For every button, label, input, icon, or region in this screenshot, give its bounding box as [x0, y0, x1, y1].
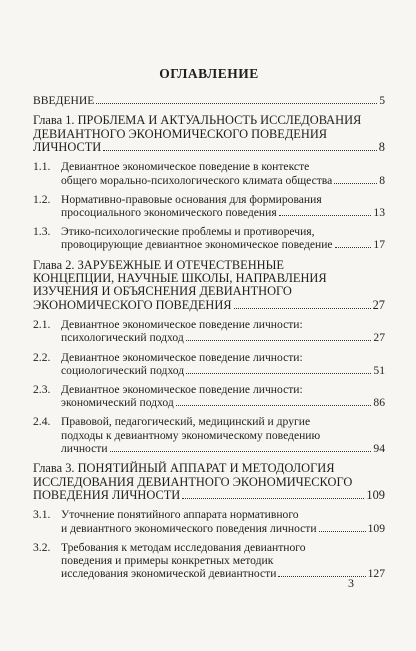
dot-leader [319, 531, 366, 532]
chapter-title-last-line [33, 141, 385, 154]
section-title-line: Девиантное экономическое поведение личности: [61, 383, 303, 397]
section-title-end: провоцирующие девиантное экономическое поведение [61, 238, 333, 252]
chapter-title-line: ИЗУЧЕНИЯ И ОБЪЯСНЕНИЯ ДЕВИАНТНОГО [33, 284, 292, 299]
section-wrapper [33, 225, 385, 251]
section-title-line: Этико-психологические проблемы и противоречия, [61, 225, 315, 239]
section-title-last-line [61, 396, 385, 409]
toc-section[interactable] [33, 160, 385, 186]
section-body [61, 193, 385, 219]
chapter-title-line: Глава 1. ПРОБЛЕМА И АКТУАЛЬНОСТЬ ИССЛЕДОВАНИЯ [33, 113, 362, 128]
section-title-end: и девиантного экономического поведения личности [61, 521, 317, 535]
toc-page-number: 109 [367, 521, 385, 535]
dot-leader [110, 451, 372, 452]
section-wrapper [33, 160, 385, 186]
page-number: 3 [348, 576, 354, 590]
toc-section[interactable] [33, 415, 385, 455]
chapter-title-end: ПОВЕДЕНИЯ ЛИЧНОСТИ [33, 487, 181, 502]
section-number: 2.1. [33, 318, 51, 332]
section-title-line: Девиантное экономическое поведение в контексте [61, 160, 310, 174]
section-body [61, 415, 385, 455]
toc-page-number: 8 [379, 173, 385, 187]
section-title-end: просоциального экономического поведения [61, 206, 277, 220]
section-body [61, 541, 385, 581]
toc-intro-label: ВВЕДЕНИЕ [33, 94, 95, 107]
section-number: 3.2. [33, 540, 51, 554]
section-title-end: социологический подход [61, 363, 185, 377]
chapter-title-last-line [33, 489, 385, 502]
section-title-last-line [61, 238, 385, 251]
section-number: 2.2. [33, 350, 51, 364]
section-title-line: Уточнение понятийного аппарата нормативного [61, 508, 299, 522]
chapter-title-end: ЭКОНОМИЧЕСКОГО ПОВЕДЕНИЯ [33, 297, 232, 312]
chapter-title-line: КОНЦЕПЦИИ, НАУЧНЫЕ ШКОЛЫ, НАПРАВЛЕНИЯ [33, 271, 327, 286]
toc-page-number: 13 [373, 206, 385, 220]
section-title-last-line [61, 364, 385, 377]
section-number: 2.3. [33, 383, 51, 397]
dot-leader [335, 247, 372, 248]
section-title-last-line [61, 522, 385, 535]
section-title-end: личности [61, 441, 108, 455]
chapter-title-line: ИССЛЕДОВАНИЯ ДЕВИАНТНОГО ЭКОНОМИЧЕСКОГО [33, 474, 353, 489]
toc-page-number: 51 [373, 363, 385, 377]
dot-leader [234, 308, 371, 309]
section-title-line: Нормативно-правовые основания для формирования [61, 192, 322, 206]
section-wrapper [33, 351, 385, 377]
section-title-end: исследования экономической девиантности [61, 567, 277, 581]
chapter-title-line: Глава 2. ЗАРУБЕЖНЫЕ И ОТЕЧЕСТВЕННЫЕ [33, 257, 284, 272]
dot-leader [186, 373, 371, 374]
section-number: 1.1. [33, 160, 51, 174]
toc-section[interactable] [33, 351, 385, 377]
dot-leader [182, 498, 364, 499]
section-number: 1.3. [33, 225, 51, 239]
toc-section[interactable] [33, 193, 385, 219]
section-title-line: Правовой, педагогический, медицинский и другие [61, 415, 311, 429]
toc-page-number: 8 [378, 140, 385, 155]
section-title-line: подходы к девиантному экономическому поведению [61, 428, 321, 442]
section-title-end: общего морально-психологического климата общества [61, 173, 333, 187]
section-body [61, 225, 385, 251]
page-title: ОГЛАВЛЕНИЕ [159, 66, 259, 81]
section-title-end: психологический подход [61, 331, 184, 345]
toc-page-number: 127 [367, 567, 385, 581]
section-title-last-line [61, 442, 385, 455]
toc-page-number: 27 [372, 297, 385, 312]
chapter-title-end: ЛИЧНОСТИ [33, 140, 102, 155]
section-number: 3.1. [33, 508, 51, 522]
section-wrapper [33, 318, 385, 344]
toc-section[interactable] [33, 383, 385, 409]
section-number: 1.2. [33, 192, 51, 206]
toc-chapter[interactable] [33, 114, 385, 154]
section-wrapper [33, 508, 385, 534]
toc-section[interactable] [33, 225, 385, 251]
dot-leader [186, 340, 372, 341]
chapter-title-line: ДЕВИАНТНОГО ЭКОНОМИЧЕСКОГО ПОВЕДЕНИЯ [33, 126, 328, 141]
section-body [61, 351, 385, 377]
dot-leader [279, 215, 372, 216]
chapter-list [33, 114, 385, 580]
chapter-title-line: Глава 3. ПОНЯТИЙНЫЙ АППАРАТ И МЕТОДОЛОГИЯ [33, 461, 335, 476]
toc-section[interactable] [33, 318, 385, 344]
section-number: 2.4. [33, 415, 51, 429]
section-title-last-line [61, 331, 385, 344]
toc-chapter[interactable] [33, 259, 385, 313]
dot-leader [96, 103, 377, 104]
toc-page-number: 94 [373, 441, 385, 455]
toc-page-number: 5 [379, 94, 385, 107]
section-wrapper [33, 415, 385, 455]
section-wrapper [33, 193, 385, 219]
toc-intro[interactable] [33, 94, 385, 107]
section-body [61, 160, 385, 186]
section-title-end: экономический подход [61, 396, 174, 410]
dot-leader [176, 405, 372, 406]
table-of-contents [33, 94, 385, 586]
section-body [61, 318, 385, 344]
section-title-last-line [61, 206, 385, 219]
dot-leader [334, 183, 377, 184]
section-title-line: поведения и примеры конкретных методик [61, 553, 274, 567]
toc-section[interactable] [33, 508, 385, 534]
section-wrapper [33, 541, 385, 581]
section-body [61, 508, 385, 534]
section-wrapper [33, 383, 385, 409]
toc-chapter[interactable] [33, 462, 385, 502]
toc-page-number: 109 [366, 487, 385, 502]
section-title-last-line [61, 567, 385, 580]
toc-page-number: 27 [373, 331, 385, 345]
section-title-last-line [61, 174, 385, 187]
toc-page-number: 86 [373, 396, 385, 410]
dot-leader [103, 150, 377, 151]
section-title-line: Требования к методам исследования девиантного [61, 540, 306, 554]
section-title-line: Девиантное экономическое поведение личности: [61, 318, 303, 332]
toc-page-number: 17 [373, 238, 385, 252]
toc-section[interactable] [33, 541, 385, 581]
section-title-line: Девиантное экономическое поведение личности: [61, 350, 303, 364]
chapter-title-last-line [33, 299, 385, 312]
section-body [61, 383, 385, 409]
